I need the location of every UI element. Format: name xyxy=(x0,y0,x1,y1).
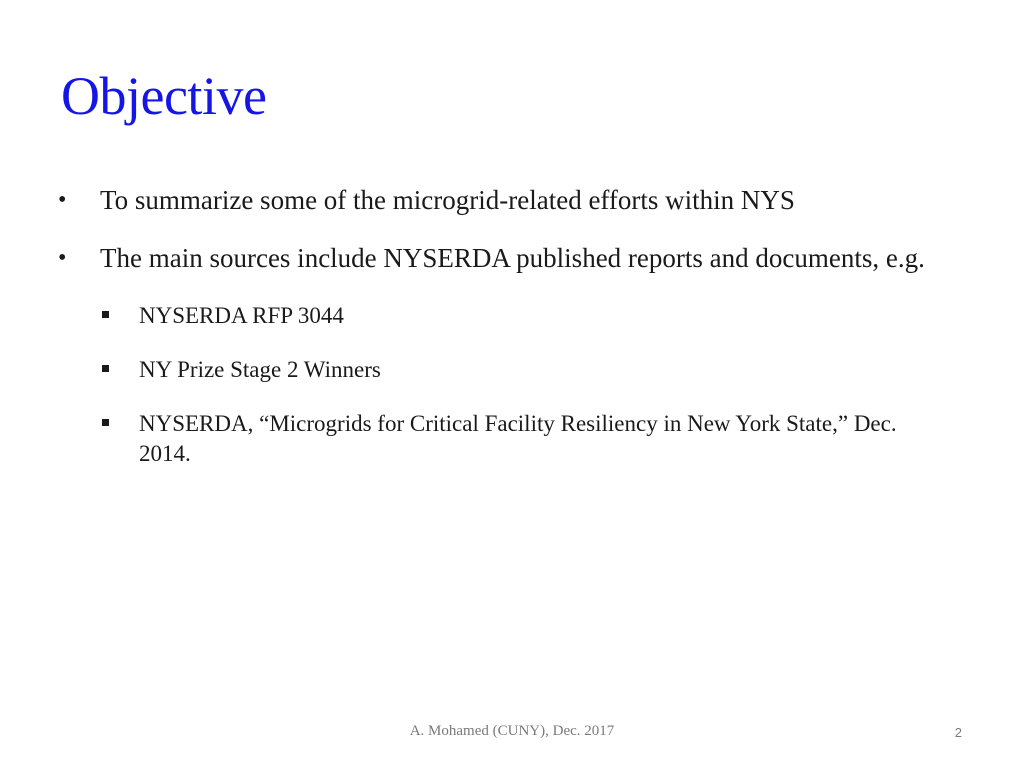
bullet-dot-icon: • xyxy=(58,187,67,213)
sub-bullet-item xyxy=(56,355,936,385)
bullet-dot-icon: • xyxy=(58,245,67,271)
slide-content xyxy=(56,183,936,493)
sub-bullet-list xyxy=(56,301,936,469)
bullet-item xyxy=(56,241,936,275)
slide-title: Objective xyxy=(61,66,267,126)
square-bullet-icon xyxy=(102,311,109,318)
page-number: 2 xyxy=(954,725,962,740)
sub-bullet-item xyxy=(56,409,936,469)
bullet-text: To summarize some of the microgrid-related efforts within NYS xyxy=(100,185,795,215)
bullet-item xyxy=(56,183,936,217)
sub-bullet-text: NYSERDA RFP 3044 xyxy=(139,303,344,328)
bullet-text: The main sources include NYSERDA published reports and documents, e.g. xyxy=(100,243,925,273)
square-bullet-icon xyxy=(102,365,109,372)
sub-bullet-item xyxy=(56,301,936,331)
square-bullet-icon xyxy=(102,419,109,426)
sub-bullet-text: NY Prize Stage 2 Winners xyxy=(139,357,381,382)
slide-footer: A. Mohamed (CUNY), Dec. 2017 xyxy=(409,723,615,739)
sub-bullet-text: NYSERDA, “Microgrids for Critical Facility Resiliency in New York State,” Dec. 2014. xyxy=(139,411,897,466)
